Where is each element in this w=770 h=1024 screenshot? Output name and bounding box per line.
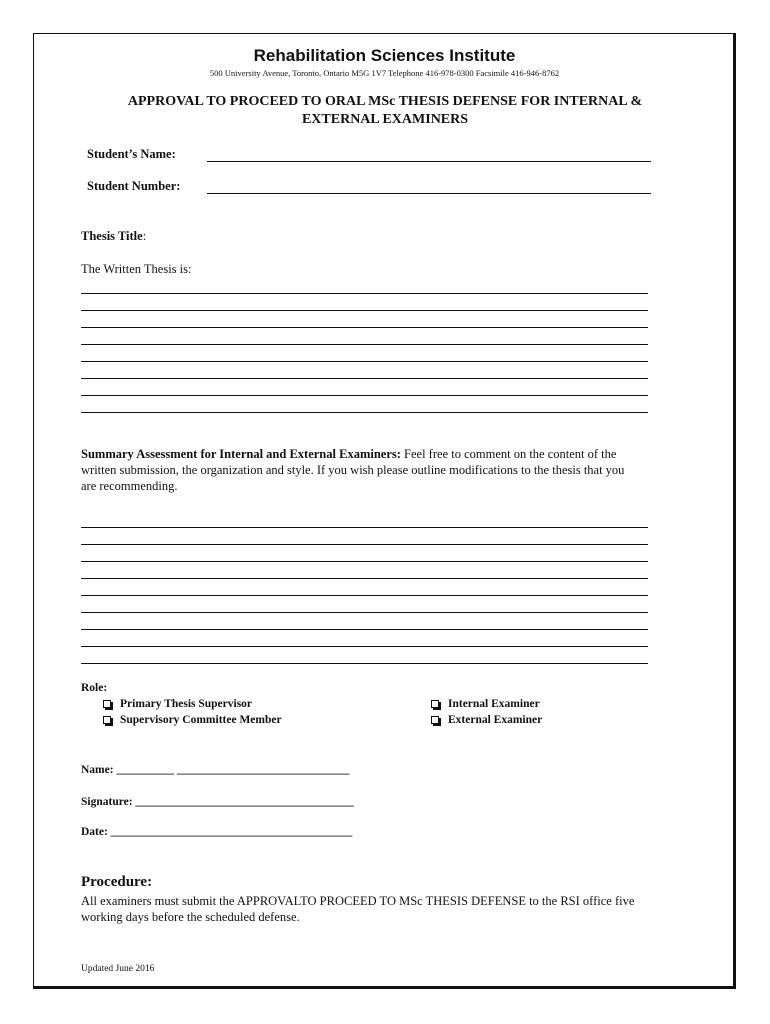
summary-line-field-5[interactable] bbox=[81, 595, 648, 596]
page-border bbox=[33, 33, 736, 989]
role-option-primary-supervisor[interactable] bbox=[103, 698, 252, 710]
student-number-field[interactable] bbox=[207, 193, 651, 194]
thesis-title-label bbox=[81, 229, 146, 244]
procedure-heading: Procedure: bbox=[81, 874, 153, 890]
written-thesis-label: The Written Thesis is: bbox=[81, 262, 192, 276]
role-option-label: Primary Thesis Supervisor bbox=[120, 698, 253, 710]
summary-text-1: Feel free to comment on the content of the bbox=[400, 447, 617, 461]
checkbox-icon[interactable] bbox=[103, 700, 111, 708]
checkbox-icon[interactable] bbox=[431, 716, 439, 724]
summary-line-field-2[interactable] bbox=[81, 544, 648, 545]
name-field[interactable]: Name: __________ ______________________________ bbox=[81, 764, 350, 776]
written-thesis-line-3[interactable] bbox=[81, 327, 648, 328]
role-option-label: Internal Examiner bbox=[448, 698, 540, 710]
summary-line-field-6[interactable] bbox=[81, 612, 648, 613]
date-field[interactable]: Date: __________________________________________ bbox=[81, 826, 353, 838]
form-title bbox=[80, 93, 690, 129]
summary-heading: Summary Assessment for Internal and External Examiners: bbox=[81, 447, 401, 461]
role-option-internal-examiner[interactable] bbox=[431, 698, 540, 710]
summary-line-field-4[interactable] bbox=[81, 578, 648, 579]
student-name-field[interactable] bbox=[207, 161, 651, 162]
summary-line-field-3[interactable] bbox=[81, 561, 648, 562]
checkbox-icon[interactable] bbox=[431, 700, 439, 708]
written-thesis-line-4[interactable] bbox=[81, 344, 648, 345]
thesis-title-label-text: Thesis Title bbox=[81, 229, 143, 243]
student-number-label: Student Number: bbox=[87, 179, 181, 193]
written-thesis-line-2[interactable] bbox=[81, 310, 648, 311]
written-thesis-line-1[interactable] bbox=[81, 293, 648, 294]
summary-line-field-7[interactable] bbox=[81, 629, 648, 630]
form-title-line1: APPROVAL TO PROCEED TO ORAL MSc THESIS DEFENSE FOR INTERNAL & bbox=[127, 94, 643, 109]
updated-date: Updated June 2016 bbox=[81, 964, 155, 974]
summary-assessment-text bbox=[81, 446, 696, 494]
role-option-label: Supervisory Committee Member bbox=[120, 714, 282, 726]
written-thesis-line-8[interactable] bbox=[81, 412, 648, 413]
student-name-label: Student’s Name: bbox=[87, 147, 176, 161]
written-thesis-line-6[interactable] bbox=[81, 378, 648, 379]
summary-line-2: written submission, the organization and style. If you wish please outline modifications to the thesis that you bbox=[81, 463, 625, 477]
role-option-label: External Examiner bbox=[448, 714, 543, 726]
summary-line-1 bbox=[81, 446, 696, 462]
role-option-committee-member[interactable] bbox=[103, 714, 282, 726]
summary-line-field-1[interactable] bbox=[81, 527, 648, 528]
procedure-text bbox=[81, 893, 711, 925]
summary-line-field-9[interactable] bbox=[81, 663, 648, 664]
institute-name: Rehabilitation Sciences Institute bbox=[253, 46, 516, 65]
role-option-external-examiner[interactable] bbox=[431, 714, 542, 726]
institute-address: 500 University Avenue, Toronto, Ontario M5G 1V7 Telephone 416-978-0300 Facsimile 416-946-8762 bbox=[209, 68, 560, 78]
written-thesis-line-5[interactable] bbox=[81, 361, 648, 362]
checkbox-icon[interactable] bbox=[103, 716, 111, 724]
summary-line-3: are recommending. bbox=[81, 479, 178, 493]
form-title-line2: EXTERNAL EXAMINERS bbox=[301, 112, 469, 127]
procedure-line-1: All examiners must submit the APPROVALTO PROCEED TO MSc THESIS DEFENSE to the RSI office five bbox=[81, 894, 635, 908]
written-thesis-line-7[interactable] bbox=[81, 395, 648, 396]
thesis-title-colon: : bbox=[142, 229, 147, 243]
signature-field[interactable]: Signature: ______________________________________ bbox=[81, 796, 354, 808]
summary-line-field-8[interactable] bbox=[81, 646, 648, 647]
role-label: Role: bbox=[81, 682, 108, 694]
procedure-line-2: working days before the scheduled defense. bbox=[81, 910, 300, 924]
